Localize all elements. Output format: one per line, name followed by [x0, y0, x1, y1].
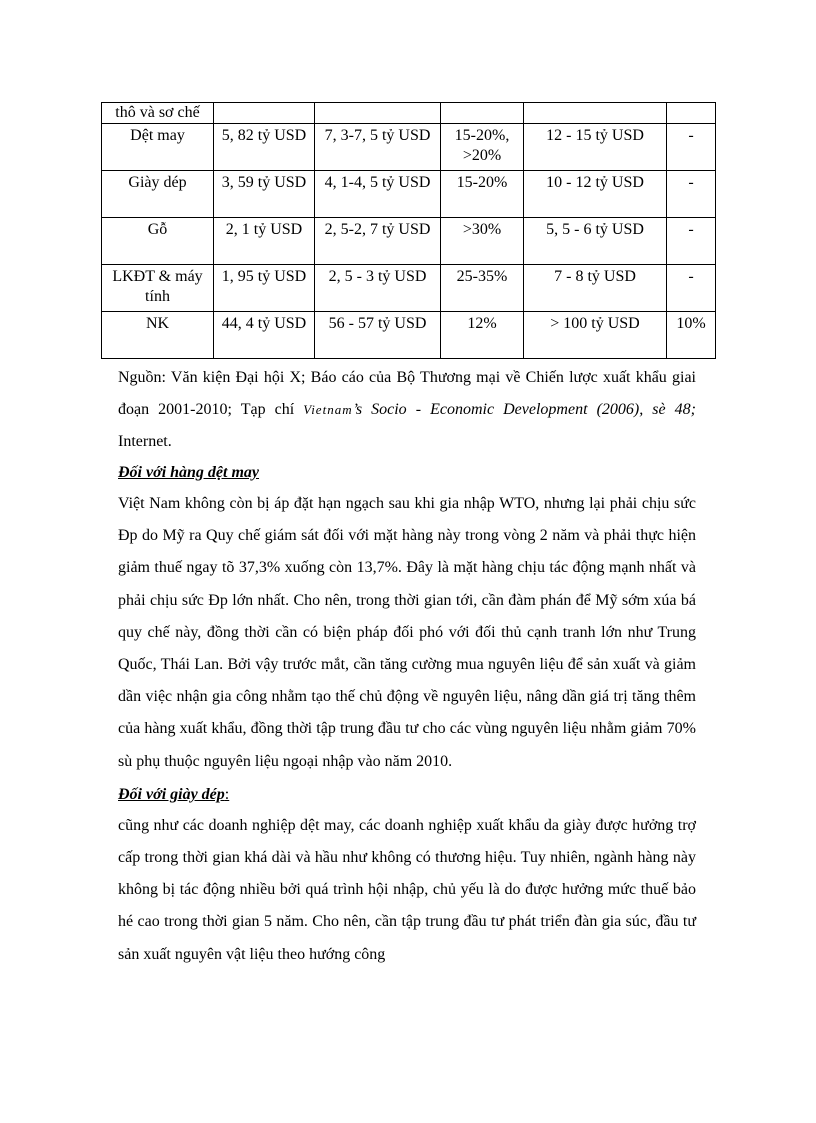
source-journal-name: Vietnam: [303, 402, 353, 417]
table-cell: >30%: [441, 218, 524, 265]
source-note: [118, 362, 696, 458]
table-cell: 2, 5 - 3 tỷ USD: [315, 265, 441, 312]
table-cell: 10%: [667, 312, 716, 359]
section-heading-textile: Đối với hàng dệt may: [118, 464, 260, 481]
table-cell: 44, 4 tỷ USD: [214, 312, 315, 359]
heading-footwear-colon: :: [224, 785, 230, 803]
table-row-electronics: [102, 265, 716, 312]
table-cell-label: NK: [102, 312, 214, 359]
table-cell: 15-20%, >20%: [441, 124, 524, 171]
paragraph-textile: Việt Nam không còn bị áp đặt hạn ngạch sau khi gia nhập WTO, nhưng lại phải chịu sức Đp do Mỹ ra Quy chế giám sát đối với mặt hàng này trong vòng 2 năm và phải thực hiện giảm thuế ngay tõ 37,3% xuống còn 13,7%. Đây là mặt hàng chịu tác động mạnh nhất và phải chịu sức Đp lớn nhất. Cho nên, trong thời gian tới, cần đàm phán để Mỹ sớm xúa bá quy chế này, đồng thời cần có biện pháp đối phó với đối thủ cạnh tranh lớn như Trung Quốc, Thái Lan. Bởi vậy trước mắt, cần tăng cường mua nguyên liệu để sản xuất và giảm dần việc nhận gia công nhằm tạo thế chủ động về nguyên liệu, nâng dần giá trị tăng thêm của hàng xuất khẩu, đồng thời tập trung đầu tư cho các vùng nguyên liệu nhằm giảm 70% sù phụ thuộc nguyên liệu ngoại nhập vào năm 2010.: [118, 495, 696, 770]
table-cell: 5, 82 tỷ USD: [214, 124, 315, 171]
table-cell: 15-20%: [441, 171, 524, 218]
table-cell: [524, 103, 667, 124]
table-cell: [667, 103, 716, 124]
table-cell: [214, 103, 315, 124]
table-cell: -: [667, 265, 716, 312]
table-row-footwear: [102, 171, 716, 218]
table-cell: > 100 tỷ USD: [524, 312, 667, 359]
table-cell-label: Gỗ: [102, 218, 214, 265]
table-cell: 2, 1 tỷ USD: [214, 218, 315, 265]
table-cell: 5, 5 - 6 tỷ USD: [524, 218, 667, 265]
table-row-textile: [102, 124, 716, 171]
source-suffix: Internet.: [118, 433, 172, 450]
body-text: [118, 362, 696, 971]
paragraph-footwear: cũng như các doanh nghiệp dệt may, các doanh nghiệp xuất khẩu da giày được hưởng trợ cấp trong thời gian khá dài và hầu như không có thương hiệu. Tuy nhiên, ngành hàng này không bị tác động nhiều bởi quá trình hội nhập, chủ yếu là do được hưởng mức thuế bảo hé cao trong thời gian 5 năm. Cho nên, cần tập trung đầu tư phát triển đàn gia súc, đầu tư sản xuất nguyên vật liệu theo hướng công: [118, 816, 696, 963]
heading-footwear-text: Đối với giày dép: [118, 785, 225, 803]
table-cell: thô và sơ chế: [102, 103, 214, 124]
table-cell: [441, 103, 524, 124]
table-cell: -: [667, 124, 716, 171]
table-cell: 10 - 12 tỷ USD: [524, 171, 667, 218]
table-cell: -: [667, 171, 716, 218]
section-heading-footwear: [118, 780, 696, 810]
table-cell-label: Dệt may: [102, 124, 214, 171]
table-cell-label: LKĐT & máy tính: [102, 265, 214, 312]
source-prefix: Nguồn: Văn kiện Đại hội X; Báo cáo của Bộ Thương mại về Chiến lược xuất khẩu giai đoạn 2001-2010; Tạp chí: [118, 369, 696, 418]
table-cell: -: [667, 218, 716, 265]
table-cell: 12 - 15 tỷ USD: [524, 124, 667, 171]
table-cell: 3, 59 tỷ USD: [214, 171, 315, 218]
table-cell: [315, 103, 441, 124]
table-row-wood: [102, 218, 716, 265]
table-cell: 4, 1-4, 5 tỷ USD: [315, 171, 441, 218]
table-cell: 2, 5-2, 7 tỷ USD: [315, 218, 441, 265]
table-cell: 12%: [441, 312, 524, 359]
table-row-imports: [102, 312, 716, 359]
table-cell: 7 - 8 tỷ USD: [524, 265, 667, 312]
source-journal-rest: ’s Socio - Economic Development (2006), sè 48;: [352, 401, 696, 418]
export-data-table: [101, 102, 716, 359]
table-cell: 25-35%: [441, 265, 524, 312]
table-cell: 56 - 57 tỷ USD: [315, 312, 441, 359]
table-cell-label: Giày dép: [102, 171, 214, 218]
table-cell: 1, 95 tỷ USD: [214, 265, 315, 312]
table-cell: 7, 3-7, 5 tỷ USD: [315, 124, 441, 171]
table-row-continuation: [102, 103, 716, 124]
